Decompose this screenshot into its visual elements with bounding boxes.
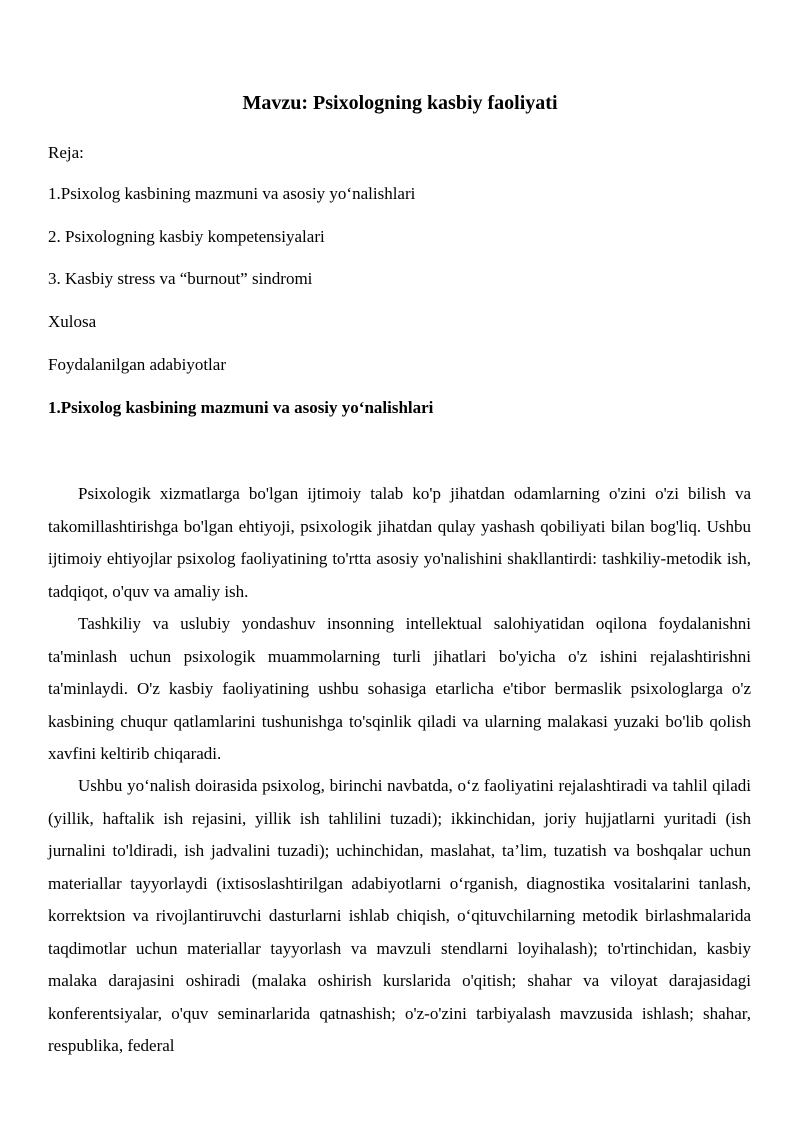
- plan-item: Xulosa: [48, 312, 97, 331]
- plan-item: 2. Psixologning kasbiy kompetensiyalari: [48, 227, 325, 246]
- section-heading: 1.Psixolog kasbining mazmuni va asosiy yo‘nalishlari: [48, 398, 434, 417]
- body-paragraph: Psixologik xizmatlarga bo'lgan ijtimoiy talab ko'p jihatdan odamlarning o'zini o'zi bilish va takomillashtirishga bo'lgan ehtiyoji, psixologik jihatdan qulay yashash qobiliyati bilan bog'liq. Ushbu ijtimoiy ehtiyojlar psixolog faoliyatining to'rtta asosiy yo'nalishini shakllantirdi: tashkiliy-metodik ish, tadqiqot, o'quv va amaliy ish.: [48, 484, 751, 601]
- plan-item: Foydalanilgan adabiyotlar: [48, 355, 226, 374]
- plan-label: Reja:: [48, 143, 84, 162]
- plan-item: 3. Kasbiy stress va “burnout” sindromi: [48, 269, 313, 288]
- plan-item: 1.Psixolog kasbining mazmuni va asosiy yo‘nalishlari: [48, 184, 416, 203]
- document-title: Mavzu: Psixologning kasbiy faoliyati: [242, 92, 558, 114]
- body-paragraph: Ushbu yo‘nalish doirasida psixolog, birinchi navbatda, o‘z faoliyatini rejalashtiradi va tahlil qiladi (yillik, haftalik ish rejasini, yillik ish tahlilini tuzadi); ikkinchidan, joriy hujjatlarni yuritadi (ish jurnalini to'ldiradi, ish jadvalini tuzadi); uchinchidan, maslahat, ta’lim, tuzatish va boshqalar uchun materiallar tayyorlaydi (ixtisoslashtirilgan adabiyotlarni o‘rganish, diagnostika vositalarini tanlash, korrektsion va rivojlantiruvchi dasturlarni ishlab chiqish, o‘qituvchilarning metodik birlashmalarida taqdimotlar uchun materiallar tayyorlash va mavzuli stendlarni loyihalash); to'rtinchidan, kasbiy malaka darajasini oshiradi (malaka oshirish kurslarida o'qitish; shahar va viloyat darajasidagi konferentsiyalar, o'quv seminarlarida qatnashish; o'z-o'zini tarbiyalash mavzusida ishlash; shahar, respublika, federal: [48, 776, 751, 1055]
- body-paragraph: Tashkiliy va uslubiy yondashuv insonning intellektual salohiyatidan oqilona foydalanishni ta'minlash uchun psixologik muammolarning turli jihatlari bo'yicha o'z ishini rejalashtirishni ta'minlaydi. O'z kasbiy faoliyatining ushbu sohasiga etarlicha e'tibor bermaslik psixologlarga o'z kasbining chuqur qatlamlarini tushunishga to'sqinlik qiladi va ularning malakasi yuzaki bo'lib qolish xavfini keltirib chiqaradi.: [48, 614, 751, 763]
